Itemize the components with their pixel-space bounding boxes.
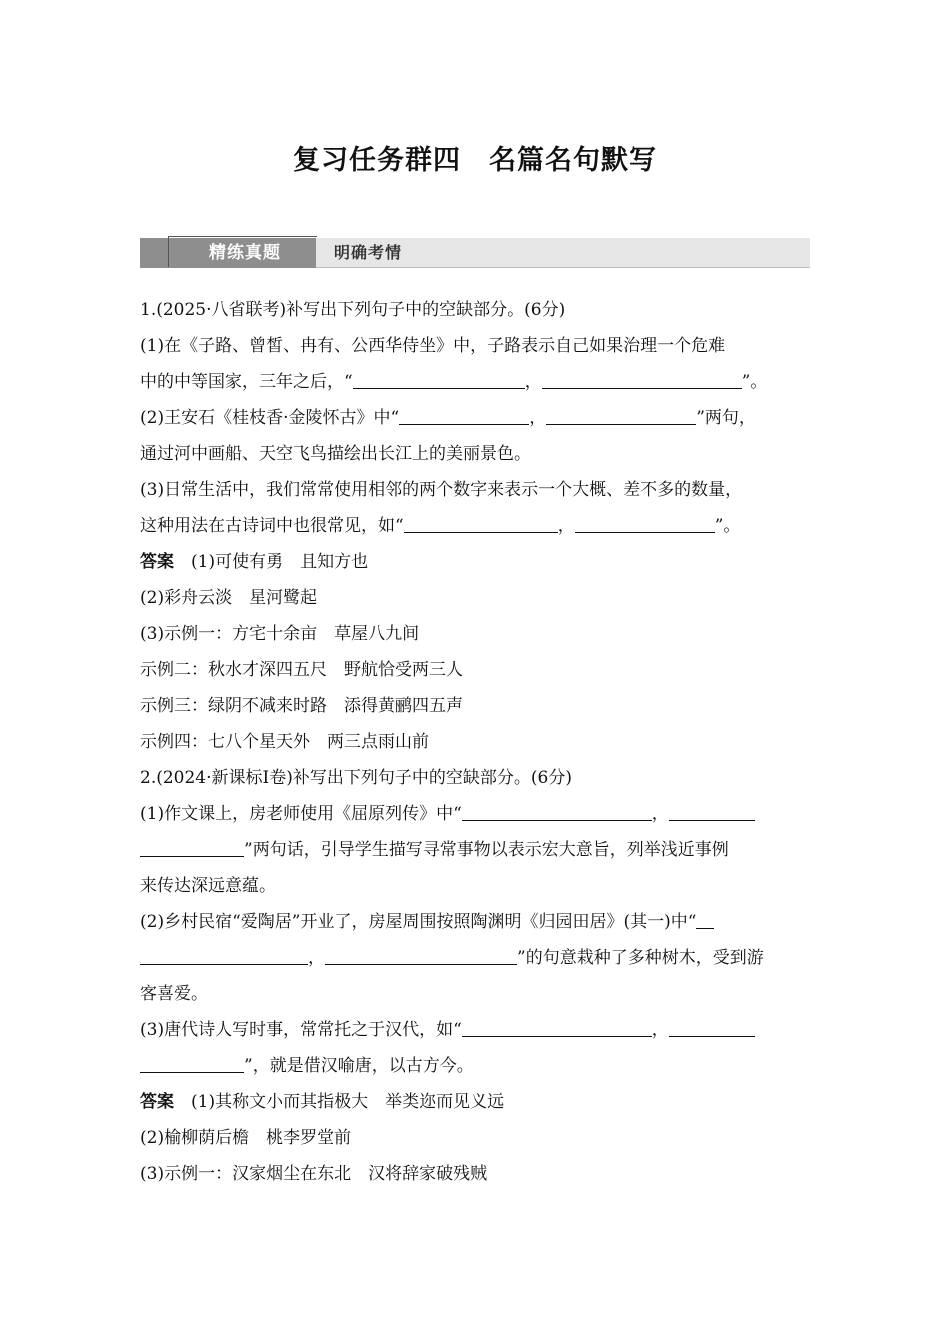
question-2-part-3-cont: ”，就是借汉喻唐，以古方今。 [140,1048,812,1084]
answer-blank[interactable] [140,834,244,857]
question-1-part-2-cont: 通过河中画船、天空飞鸟描绘出长江上的美丽景色。 [140,444,531,464]
question-2-part-2: (2)乡村民宿“爱陶居”开业了，房屋周围按照陶渊明《归园田居》(其一)中“ [140,904,812,940]
question-2-part-1-cont: ”两句话，引导学生描写寻常事物以表示宏大意旨，列举浅近事例 [140,832,812,868]
answer-label: 答案 [140,1092,174,1112]
question-1-part-2: (2)王安石《桂枝香·金陵怀古》中“ ， ”两句， [140,400,812,436]
question-2-part-1: (1)作文课上，房老师使用《屈原列传》中“ ， [140,796,812,832]
section-banner [140,236,810,268]
answer-2: 答案 (1)其称文小而其指极大 举类迩而见义远 [140,1092,505,1112]
answer-blank[interactable] [404,510,558,533]
question-2-part-1-cont: 来传达深远意蕴。 [140,876,276,896]
answer-blank[interactable] [542,366,742,389]
answer-1-line: (2)彩舟云淡 星河鹭起 [140,588,318,608]
question-1-part-1-cont: 中的中等国家，三年之后，“ ， ”。 [140,364,812,400]
answer-1-line: 示例四：七八个星天外 两三点雨山前 [140,732,429,752]
answer-2-line: (2)榆柳荫后檐 桃李罗堂前 [140,1128,352,1148]
answer-blank[interactable] [546,402,696,425]
question-1-part-3-cont: 这种用法在古诗词中也很常见，如“ ， ”。 [140,508,812,544]
answer-blank[interactable] [140,942,308,965]
question-2-part-3: (3)唐代诗人写时事，常常托之于汉代，如“ ， [140,1012,812,1048]
question-2-part-2-cont: 客喜爱。 [140,984,208,1004]
answer-2-line: (3)示例一：汉家烟尘在东北 汉将辞家破残贼 [140,1164,488,1184]
answer-1-line: (3)示例一：方宅十余亩 草屋八九间 [140,624,420,644]
answer-blank[interactable] [462,1014,652,1037]
question-2-part-2-cont: ， ”的句意栽种了多种树木，受到游 [140,940,812,976]
answer-label: 答案 [140,552,174,572]
answer-blank[interactable] [140,1050,244,1073]
answer-blank[interactable] [669,798,755,821]
document-body [140,292,812,1192]
question-2-stem: 2.(2024·新课标Ⅰ卷)补写出下列句子中的空缺部分。(6分) [140,768,572,788]
banner-right-label: 明确考情 [334,243,403,262]
answer-1-line: 示例三：绿阴不减来时路 添得黄鹂四五声 [140,696,463,716]
answer-blank[interactable] [575,510,715,533]
answer-1: 答案 (1)可使有勇 且知方也 [140,552,369,572]
answer-blank[interactable] [462,798,652,821]
answer-blank[interactable] [696,906,714,929]
banner-left-label: 精练真题 [209,243,281,263]
question-1-part-3: (3)日常生活中，我们常常使用相邻的两个数字来表示一个大概、差不多的数量， [140,480,743,500]
answer-blank[interactable] [325,942,517,965]
question-1-stem: 1.(2025·八省联考)补写出下列句子中的空缺部分。(6分) [140,300,566,320]
answer-1-line: 示例二：秋水才深四五尺 野航恰受两三人 [140,660,463,680]
page-title: 复习任务群四 名篇名句默写 [293,145,657,176]
question-1-part-1: (1)在《子路、曾皙、冉有、公西华侍坐》中，子路表示自己如果治理一个危难 [140,336,726,356]
answer-blank[interactable] [399,402,529,425]
answer-blank[interactable] [353,366,525,389]
answer-blank[interactable] [669,1014,755,1037]
